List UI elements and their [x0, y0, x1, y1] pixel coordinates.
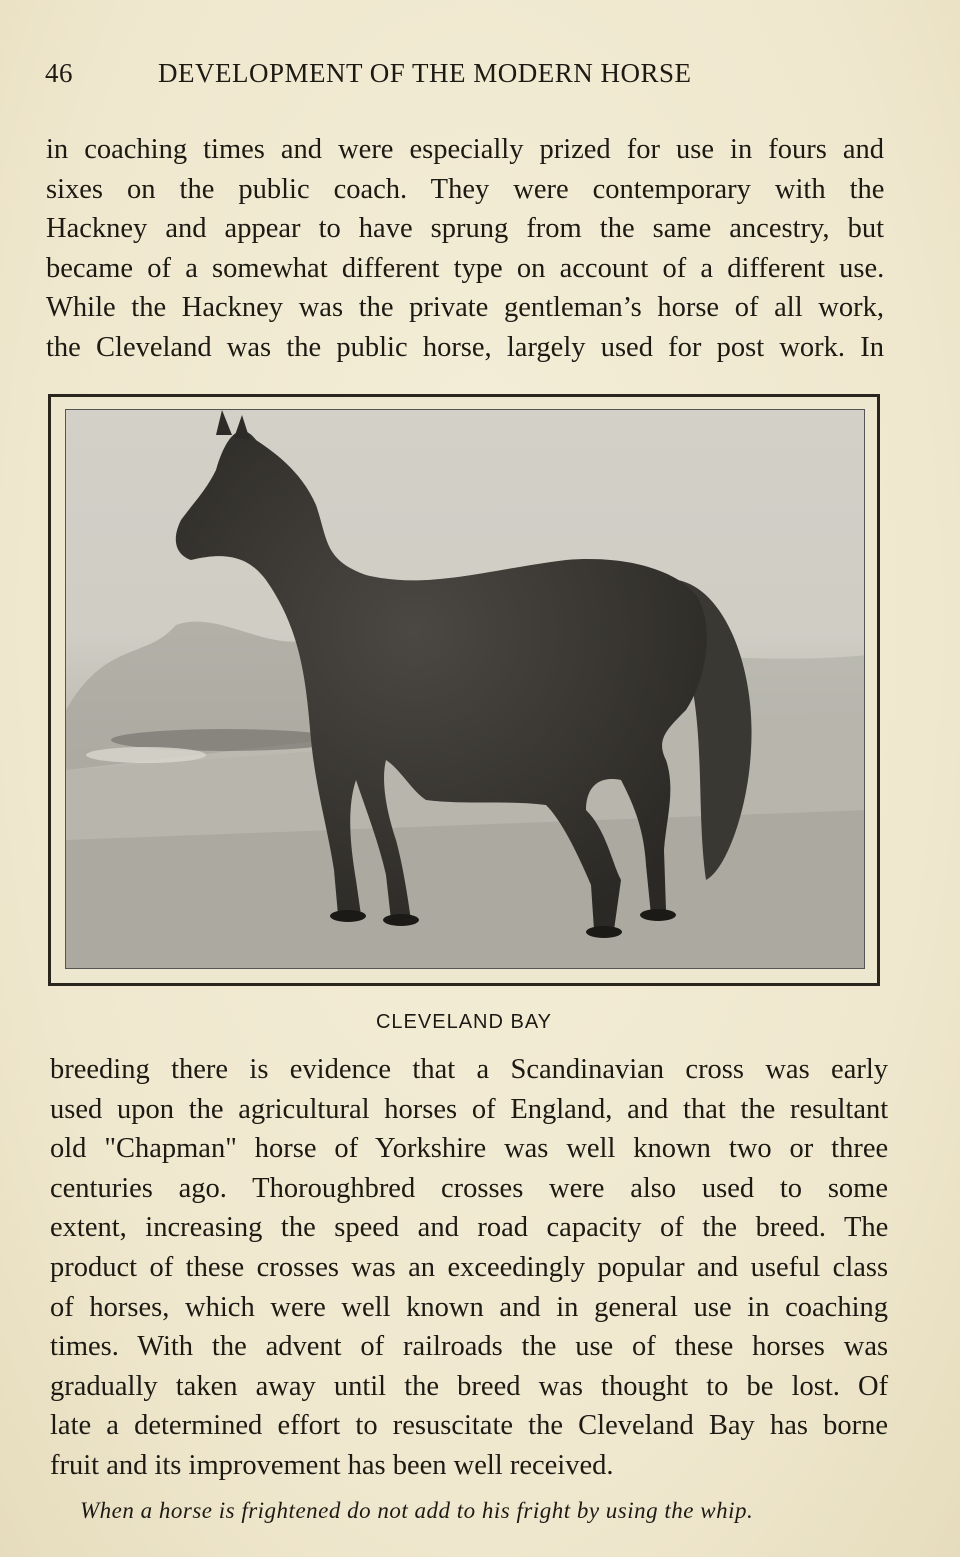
text-line: While the Hackney was the private gentleman’s horse of all work, — [46, 292, 884, 324]
running-title: DEVELOPMENT OF THE MODERN HORSE — [158, 58, 692, 88]
text-line: the Cleveland was the public horse, largely used for post work. In — [46, 331, 885, 363]
text-line: old "Chapman" horse of Yorkshire was well known two or three — [50, 1133, 889, 1165]
page-header — [45, 58, 885, 98]
text-line: late a determined effort to resuscitate the Cleveland Bay has borne — [50, 1410, 888, 1442]
text-line: of horses, which were well known and in general use in coaching — [50, 1291, 888, 1323]
illustration-plate — [48, 394, 880, 986]
paragraph-top — [46, 130, 884, 368]
text-line: sixes on the public coach. They were contemporary with the — [46, 173, 885, 205]
text-line: gradually taken away until the breed was thought to be lost. Of — [50, 1370, 889, 1402]
plate-caption: CLEVELAND BAY — [375, 1011, 553, 1033]
text-line: fruit and its improvement has been well received. — [50, 1449, 614, 1481]
text-line: became of a somewhat different type on account of a different use. — [46, 252, 885, 284]
horse-image — [66, 410, 865, 969]
text-line: Hackney and appear to have sprung from the same ancestry, but — [46, 213, 884, 245]
text-line: times. With the advent of railroads the use of these horses was — [50, 1331, 889, 1363]
text-line: extent, increasing the speed and road capacity of the breed. The — [50, 1212, 889, 1244]
page-number: 46 — [45, 58, 73, 88]
horse-illustration — [65, 409, 865, 969]
text-line: in coaching times and were especially prized for use in fours and — [46, 134, 884, 165]
text-line: used upon the agricultural horses of England, and that the resultant — [50, 1093, 889, 1125]
text-line: product of these crosses was an exceedingly popular and useful class — [50, 1251, 889, 1283]
text-line: breeding there is evidence that a Scandinavian cross was early — [50, 1054, 888, 1085]
paragraph-bottom — [50, 1050, 888, 1486]
footer-note: When a horse is frightened do not add to his fright by using the whip. — [80, 1498, 754, 1523]
text-line: centuries ago. Thoroughbred crosses were also used to some — [50, 1172, 888, 1204]
